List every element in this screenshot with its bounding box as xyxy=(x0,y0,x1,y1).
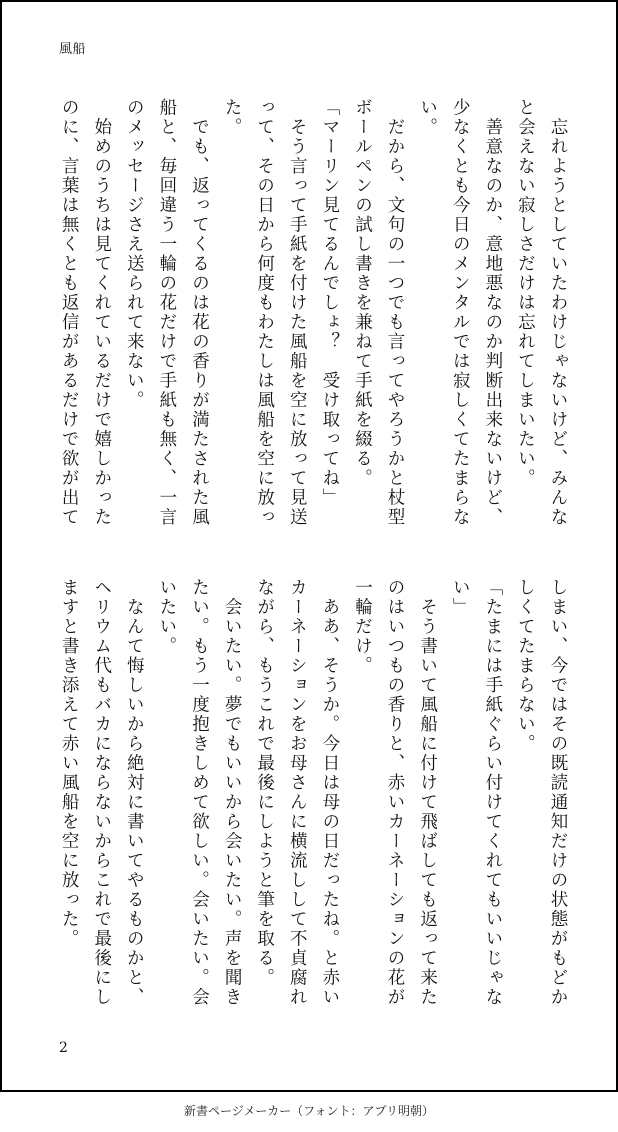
page-header-title: 風船 xyxy=(59,42,87,57)
page-number: 2 xyxy=(59,1040,68,1056)
vertical-text-block-bottom: しまい、今ではその既読通知だけの状態がもどか しくてたまらない。 「たまには手紙ぐらい付けてくれてもいいじゃな い」 そう書いて風船に付けて飛ばしても返って来た のはいつもの香りと、赤いカーネーションの花が 一輪だけ。 ああ、そうか。今日は母の日だったね。と赤い カーネーションをお母さんに横流しして不貞腐れ ながら、もうこれで最後にしようと筆を取る。 会いたい。夢でもいいから会いたい。声を聞き たい。もう一度抱きしめて欲しい。会いたい。会 いたい。 なんて悔しいから絶対に書いてやるものかと、 ヘリウム代もバカにならないからこれで最後にし ますと書き添えて赤い風船を空に放った。 xyxy=(59,578,568,1007)
vertical-text-block-top: 忘れようとしていたわけじゃないけど、みんな と会えない寂しさだけは忘れてしまいたい。 善意なのか、意地悪なのか判断出来ないけど、 少なくとも今日のメンタルでは寂しくてたまらな い。 だから、文句の一つでも言ってやろうかと杖型 ボールペンの試し書きを兼ねて手紙を綴る。 「マーリン見てるんでしょ？ 受け取ってね」 そう言って手紙を付けた風船を空に放って見送 って、その日から何度もわたしは風船を空に放っ た。 でも、返ってくるのは花の香りが満たされた風 船と、毎回違う一輪の花だけで手紙も無く、一言 のメッセージさえ送られて来ない。 始めのうちは見てくれているだけで嬉しかった のに、言葉は無くとも返信があるだけで欲が出て xyxy=(59,98,568,527)
generator-caption: 新書ページメーカー（フォント：アプリ明朝） xyxy=(183,1104,435,1118)
